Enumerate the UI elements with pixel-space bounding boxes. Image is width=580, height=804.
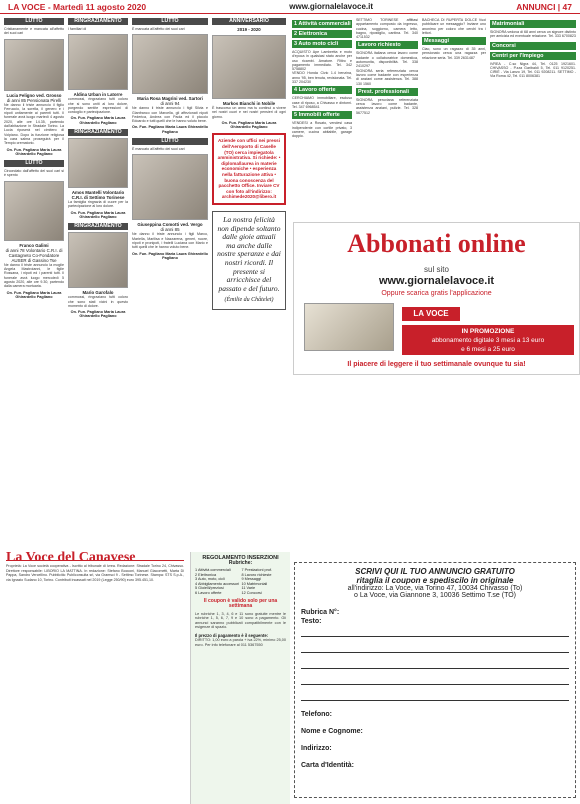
- rubric-item: 12 Concorsi: [241, 590, 262, 595]
- rubrica-label: Rubrica N°:: [301, 609, 340, 616]
- person-name: Maria Rosa Magrini ved. Sartori: [137, 96, 203, 102]
- text-line[interactable]: [301, 673, 569, 685]
- ringraziamento-heading: RINGRAZIAMENTO: [68, 18, 128, 25]
- lutto-heading-2: LUTTO: [132, 138, 208, 145]
- category-centri-impiego: Centri per l'Impiego: [490, 52, 576, 60]
- person-subtitle: di anni 85 Pensionata Pirelli: [6, 97, 62, 103]
- rubric-item: 11 Varie: [241, 586, 256, 591]
- rubric-item: 8 Lavoro richieste: [241, 572, 272, 577]
- category-3: 3 Auto moto cicli: [292, 40, 352, 48]
- rubric-item: 10 Matrimoniali: [241, 581, 268, 586]
- ringraziamento-heading-2: RINGRAZIAMENTO: [68, 129, 128, 136]
- person-subtitle-2: di anni 78 Volontario C.R.I. di Castagneto Co-Fondatore AUSER di Gassino Tse: [5, 247, 63, 263]
- portrait-photo-2: [68, 138, 128, 188]
- rubric-item: 7 Prestazioni prof.: [241, 568, 273, 572]
- person-name-3: Mario Garofalo: [82, 290, 114, 296]
- classified-text: VENDO Honda Civic 1.4 benzina, anno '95, ben tenuta, revisionata. Tel. 337 204230: [292, 71, 352, 85]
- classified-text: BACHECA DI RUPERTA DOLCE Vuoi pubblicare un messaggio? Inviane uno anonimo per coloro che cerchi tra i lettori.: [422, 18, 486, 35]
- funeral-home-2: On. Fun. Pagliano Maria Laura Ghirardello Pagliano: [6, 290, 62, 299]
- quote-text: La nostra felicità non dipende soltanto dalle gioie attuali ma anche dalle nostre speranze e dai nostri ricordi. Il presente si arricchisce del passato e del futuro.: [217, 215, 281, 293]
- promo-line-1: abbonamento digitale 3 mesi a 13 euro: [431, 337, 545, 344]
- category-messaggi: Messaggi: [422, 37, 486, 45]
- classified-text: SIGNORA peruviana referenziata cerca lavoro come badante, assistenza anziani, pulizie. Tel. 328 5677512: [356, 97, 418, 115]
- coupon-validity: Il coupon è valido solo per una settimana: [203, 597, 278, 609]
- obituary-text: Ne danno il triste annuncio il figlio Ferruccio, la sorella, il genero e i nipoti unitamente ai parenti tutti. Il funerale avrà luogo martedì 4 agosto 2020, alle ore 14.35, partendo dall'abitazione in Stradale Torino. La Lucia riposerà nel cimitero di Volpiano. Dopo la funzione religiosa la cara salma proseguirà per il Tempio crematorio.: [4, 102, 64, 146]
- rubric-item: 6 Lavoro offerte: [195, 590, 222, 595]
- promo-title: IN PROMOZIONE: [461, 328, 515, 335]
- section-page: ANNUNCI | 47: [516, 1, 572, 12]
- category-matrimoniali: Matrimoniali: [490, 20, 576, 28]
- rules-list: [195, 568, 286, 596]
- coupon-line-3: all'indirizzo: La Voce, via Torino 47, 10034 Chivasso (To): [347, 585, 523, 592]
- portrait-photo-2: [4, 181, 64, 241]
- rubric-item: 1 Attività commerciali: [195, 568, 231, 572]
- ad-url[interactable]: www.giornalelavoce.it: [378, 275, 495, 287]
- classified-text: ACQUISTO Ape Lambretta e moto d'epoca in qualsiasi stato anche per uso ricambi. Amatore. Ritiro e pagamento immediato. Tel. 342 5758802: [292, 50, 352, 72]
- person-subtitle: di anni 94: [160, 101, 180, 107]
- subscription-ad[interactable]: [293, 222, 580, 375]
- rubric-item: 9 Messaggi: [241, 577, 261, 582]
- classified-text: SIGNORA vedova di 68 anni cerca un signore distinto per amicizia ed eventuale relazione. Tel. 333 6700823: [490, 30, 576, 39]
- text-line[interactable]: [301, 657, 569, 669]
- masthead-credits: [0, 552, 190, 804]
- funeral-home: On. Fun. Pagliano Maria Laura Ghirardello Pagliano: [221, 120, 277, 130]
- ad-sub3: Oppure scarica gratis l'applicazione: [381, 290, 492, 297]
- portrait-photo-3: [68, 232, 128, 288]
- coupon-title: SCRIVI QUI IL TUO ANNUNCIO GRATUITO: [355, 567, 515, 576]
- job-ad-box: Aziende con uffici nei pressi dell'Aeroporto di Caselle (TO) cerca impiegato/a amministrativa. Si richiede: • diploma/laurea in materie economiche • esperienza nella fatturazione attiva • buona conoscenza del pacchetto Office. Inviare CV con foto all'indirizzo: archimede2020@libero.it: [212, 133, 286, 205]
- category-4: 4 Lavoro offerte: [292, 86, 352, 94]
- category-5: 5 Immobili offerte: [292, 111, 352, 119]
- person-name: Aldina Urban in Latorre: [73, 92, 123, 98]
- page-header: [0, 0, 580, 14]
- obituary-text-2: Ne danno il triste annuncio i figli Marco, Mariella, Marilisa e Nazzarena, generi, nuore, nipoti e pronipoti, i fratelli Luciana con Mario e tutti quelli che le hanno voluto bene.: [132, 232, 208, 250]
- classifieds-column-4: [490, 18, 576, 223]
- masthead: LA VOCE - Martedì 11 agosto 2020: [8, 1, 147, 12]
- ringraziamento-text: commossi, ringraziano tutti coloro che si sono uniti al loro dolore, porgendo sentite espressioni di cordoglio e partecipazione.: [68, 97, 128, 115]
- lutto-intro-2: Circondato dall'affetto dei suoi cari si è spento: [4, 169, 64, 178]
- promo-line-2: e 6 mesi a 25 euro: [461, 346, 515, 353]
- lutto-heading: LUTTO: [132, 18, 208, 25]
- classified-text: SIGNORA italiana cerca lavoro come badante o collaboratrice domestica, automunita, disponibilità. Tel. 338 2410297: [356, 51, 418, 69]
- person-name: Lucia Feligno ved. Grosso: [6, 92, 62, 98]
- funeral-home: On. Fun. Pagliano Maria Laura Ghirardello Pagliano: [132, 125, 208, 134]
- person-subtitle-2: di anni 85: [160, 227, 180, 233]
- telefono-label: Telefono:: [301, 711, 332, 718]
- lutto-heading-2: LUTTO: [4, 160, 64, 167]
- ringraziamento-heading-3: RINGRAZIAMENTO: [68, 223, 128, 230]
- text-line[interactable]: [301, 689, 569, 701]
- funeral-home-2: On. Fun. Pagliano Maria Laura Ghirardello Pagliano: [70, 210, 126, 219]
- classifieds-column-2: [356, 18, 418, 223]
- paper-title: La Voce del Canavese: [6, 556, 184, 561]
- funeral-home: On. Fun. Pagliano Maria Laura Ghirardello Pagliano: [6, 147, 62, 156]
- coupon-line-4: o La Voce, via Giannone 3, 10036 Settimo T.se (TO): [353, 592, 516, 599]
- brand-logo: LA VOCE: [402, 307, 460, 321]
- obituary-column-1: [4, 18, 64, 548]
- anniversary-text: È trascorso un anno ma tu continui a vivere nel nostri cuori e nei nostri pensieri di ogni giorno.: [212, 106, 286, 119]
- rules-text: Le rubriche 1, 3, 4, 6 e 11 sono gratuite mentre le rubriche 1, 5, 6, 7, 9 e 10 sono a pagamento. Gli annunci saranno pubblicati compatibilmente con le esigenze di spazio.: [195, 611, 286, 630]
- obituary-text-2: Ne danno il triste annuncio la moglie Angela Mastroianni, le figlie Rossana, i nipoti ed i parenti tutti. Il funerale avrà luogo mercoledì 5 agosto 2020, alle ore 9.30, partendo dalla camera mortuaria.: [4, 262, 64, 289]
- funeral-home-3: On. Fun. Pagliano Maria Laura Ghirardello Pagliano: [70, 310, 126, 319]
- portrait-photo: [132, 34, 208, 94]
- category-2: 2 Elettronica: [292, 30, 352, 38]
- category-concorsi: Concorsi: [490, 42, 576, 50]
- lutto-intro: Cristianamente e mancata all'affetto dei suoi cari: [4, 27, 64, 36]
- classified-text: VENDESI a Rosato, vendesi casa indipendente con cortile privato, 3 camere, cucina abitabile, garage doppio.: [292, 121, 352, 139]
- lutto-heading: LUTTO: [4, 18, 64, 25]
- credits-text: Proprietà: La Voce società cooperativa - Iscritto al tribunale di Ivrea. Redazione: Stradale Torino 24, Chivasso. Direttore responsabile: LIBORIO LA MATTINA. In redazione: Stefano Bocconi, Manuel Giacometti, Marta Di Pappa, Sandro Vercellino. Pubblicità: Publiconsulta srl, via Gramsci 9 - Settimo Torinese. Stampa: STS S.p.A., via Ignazio Sudano 10, Torino. Contributi incassati nel 2019 (Legge 250/90) euro 395.451,10.: [6, 564, 184, 582]
- person-name-2: Giuseppina Comotti ved. Vergo: [137, 222, 203, 228]
- ad-headline: Abbonati online: [347, 229, 526, 258]
- ad-tagline: Il piacere di leggere il tuo settimanale ovunque tu sia!: [347, 361, 526, 368]
- person-name-2: Amos Mantelli Volontario C.R.I. di Settimo Torinese: [71, 190, 125, 201]
- rubric-item: 4 Abbigliamento accessori: [195, 581, 240, 586]
- lutto-intro-2: È mancato all'affetto dei suoi cari: [132, 147, 185, 152]
- lutto-intro: È mancata all'affetto dei suoi cari: [132, 27, 185, 31]
- rules-box: [190, 552, 290, 804]
- category-prest-prof: Prest. professionali: [356, 88, 418, 96]
- obituary-text: Ne danno il triste annuncio i figli Silvia e Gianfranco con Marcella, gli affezionati nipoti Federica, Andrea con Paola ed il piccolo Edoardo e tutti quelli che le hanno voluto bene.: [132, 106, 208, 124]
- site-url[interactable]: www.giornalelavoce.it: [289, 2, 374, 11]
- portrait-photo: [4, 39, 64, 91]
- payment-text: DIRITTO: 1,00 euro a parola + iva 22%, minimo 25,00 euro. Per info telefonare al 011 5367550: [195, 637, 286, 647]
- obituary-column-2: [68, 18, 128, 548]
- quote-box: [212, 211, 286, 310]
- ringraziamento-text-3: commossi, ringraziano tutti coloro che sono stati vicini in questo momento di dolore.: [68, 295, 128, 308]
- testo-label: Testo:: [301, 618, 322, 625]
- anniversary-years: 2019 - 2020: [237, 27, 261, 32]
- nome-label: Nome e Cognome:: [301, 728, 363, 735]
- category-lavoro-richiesto: Lavoro richiesto: [356, 41, 418, 49]
- category-1: 1 Attività commerciali: [294, 21, 351, 27]
- carta-label: Carta d'Identità:: [301, 762, 355, 769]
- funeral-home: On. Fun. Pagliano Maria Laura Ghirardello Pagliano: [70, 116, 126, 125]
- anniversary-column: [212, 18, 286, 548]
- rules-title: REGOLAMENTO INSERZIONI: [202, 555, 279, 561]
- text-line[interactable]: [301, 641, 569, 653]
- classifieds-column-1: [292, 18, 352, 223]
- portrait-photo-2: [132, 154, 208, 220]
- rubric-item: 3 Auto, moto, cicli: [195, 577, 225, 582]
- text-line[interactable]: [301, 625, 569, 637]
- person-name-2: Franco Galimi: [19, 242, 49, 248]
- rubric-item: 5 Gioielli/preziosi: [195, 586, 224, 591]
- portrait-photo: [68, 34, 128, 90]
- classified-text: IVREA - C.so Nigra 44, Tel. 0125 1921601. CHIVASSO - P.zza Garibaldi 5, Tel. 011 9120251. CIRIÉ - Via Lanzo 19, Tel. 011 9208211. SETTIMO - Via Roma 42, Tel. 011 8006381: [490, 61, 576, 79]
- promo-box: [402, 325, 574, 355]
- classified-text: SIGNORA seria referenziata cerca lavoro come badante con esperienza di anziani come assistenza. Tel. 388 130 1560: [356, 68, 418, 86]
- portrait-photo: [212, 35, 286, 99]
- ringraziamento-text-2: La famiglia ringrazia di cuore per la partecipazione al loro dolore.: [68, 200, 128, 209]
- classified-text: CERCHIAMO immobiliare, escluso case di riposo, a Chivasso e dintorni. Tel. 347 6968541: [292, 96, 352, 109]
- ringraziamento-intro: I familiari di: [68, 27, 87, 31]
- coupon-line-2: ritaglia il coupon e spediscilo in originale: [356, 576, 514, 585]
- classified-text: Ciao, sono un ragazzo di 35 anni, pensionato cerca una ragazza per relazione seria. Tel. 339 2631487: [422, 47, 486, 60]
- anniversario-heading: ANNIVERSARIO: [212, 18, 286, 25]
- funeral-home-2: On. Fun. Pagliano Maria Laura Ghirardello Pagliano: [132, 251, 208, 260]
- ad-sub1: sul sito: [424, 265, 449, 274]
- newspaper-image: [304, 303, 394, 351]
- rubric-item: 2 Elettronica: [195, 572, 217, 577]
- rules-subtitle: Rubriche:: [228, 560, 253, 566]
- indirizzo-label: Indirizzo:: [301, 745, 332, 752]
- classifieds-column-3: [422, 18, 486, 223]
- person-name: Markos Bianchi in Nobile: [222, 101, 276, 106]
- quote-author: (Émilie du Châtelet): [224, 297, 274, 304]
- payment-title: Il prezzo di pagamento è il seguente:: [195, 632, 269, 638]
- coupon-form: [294, 562, 576, 798]
- obituary-column-3: [132, 18, 208, 548]
- classified-text: SETTIMO TORINESE affittasi appartamento composto da ingresso, cucina, soggiorno, camera letto, bagno, ripostiglio, cantina. Tel. 340 4711532: [356, 18, 418, 40]
